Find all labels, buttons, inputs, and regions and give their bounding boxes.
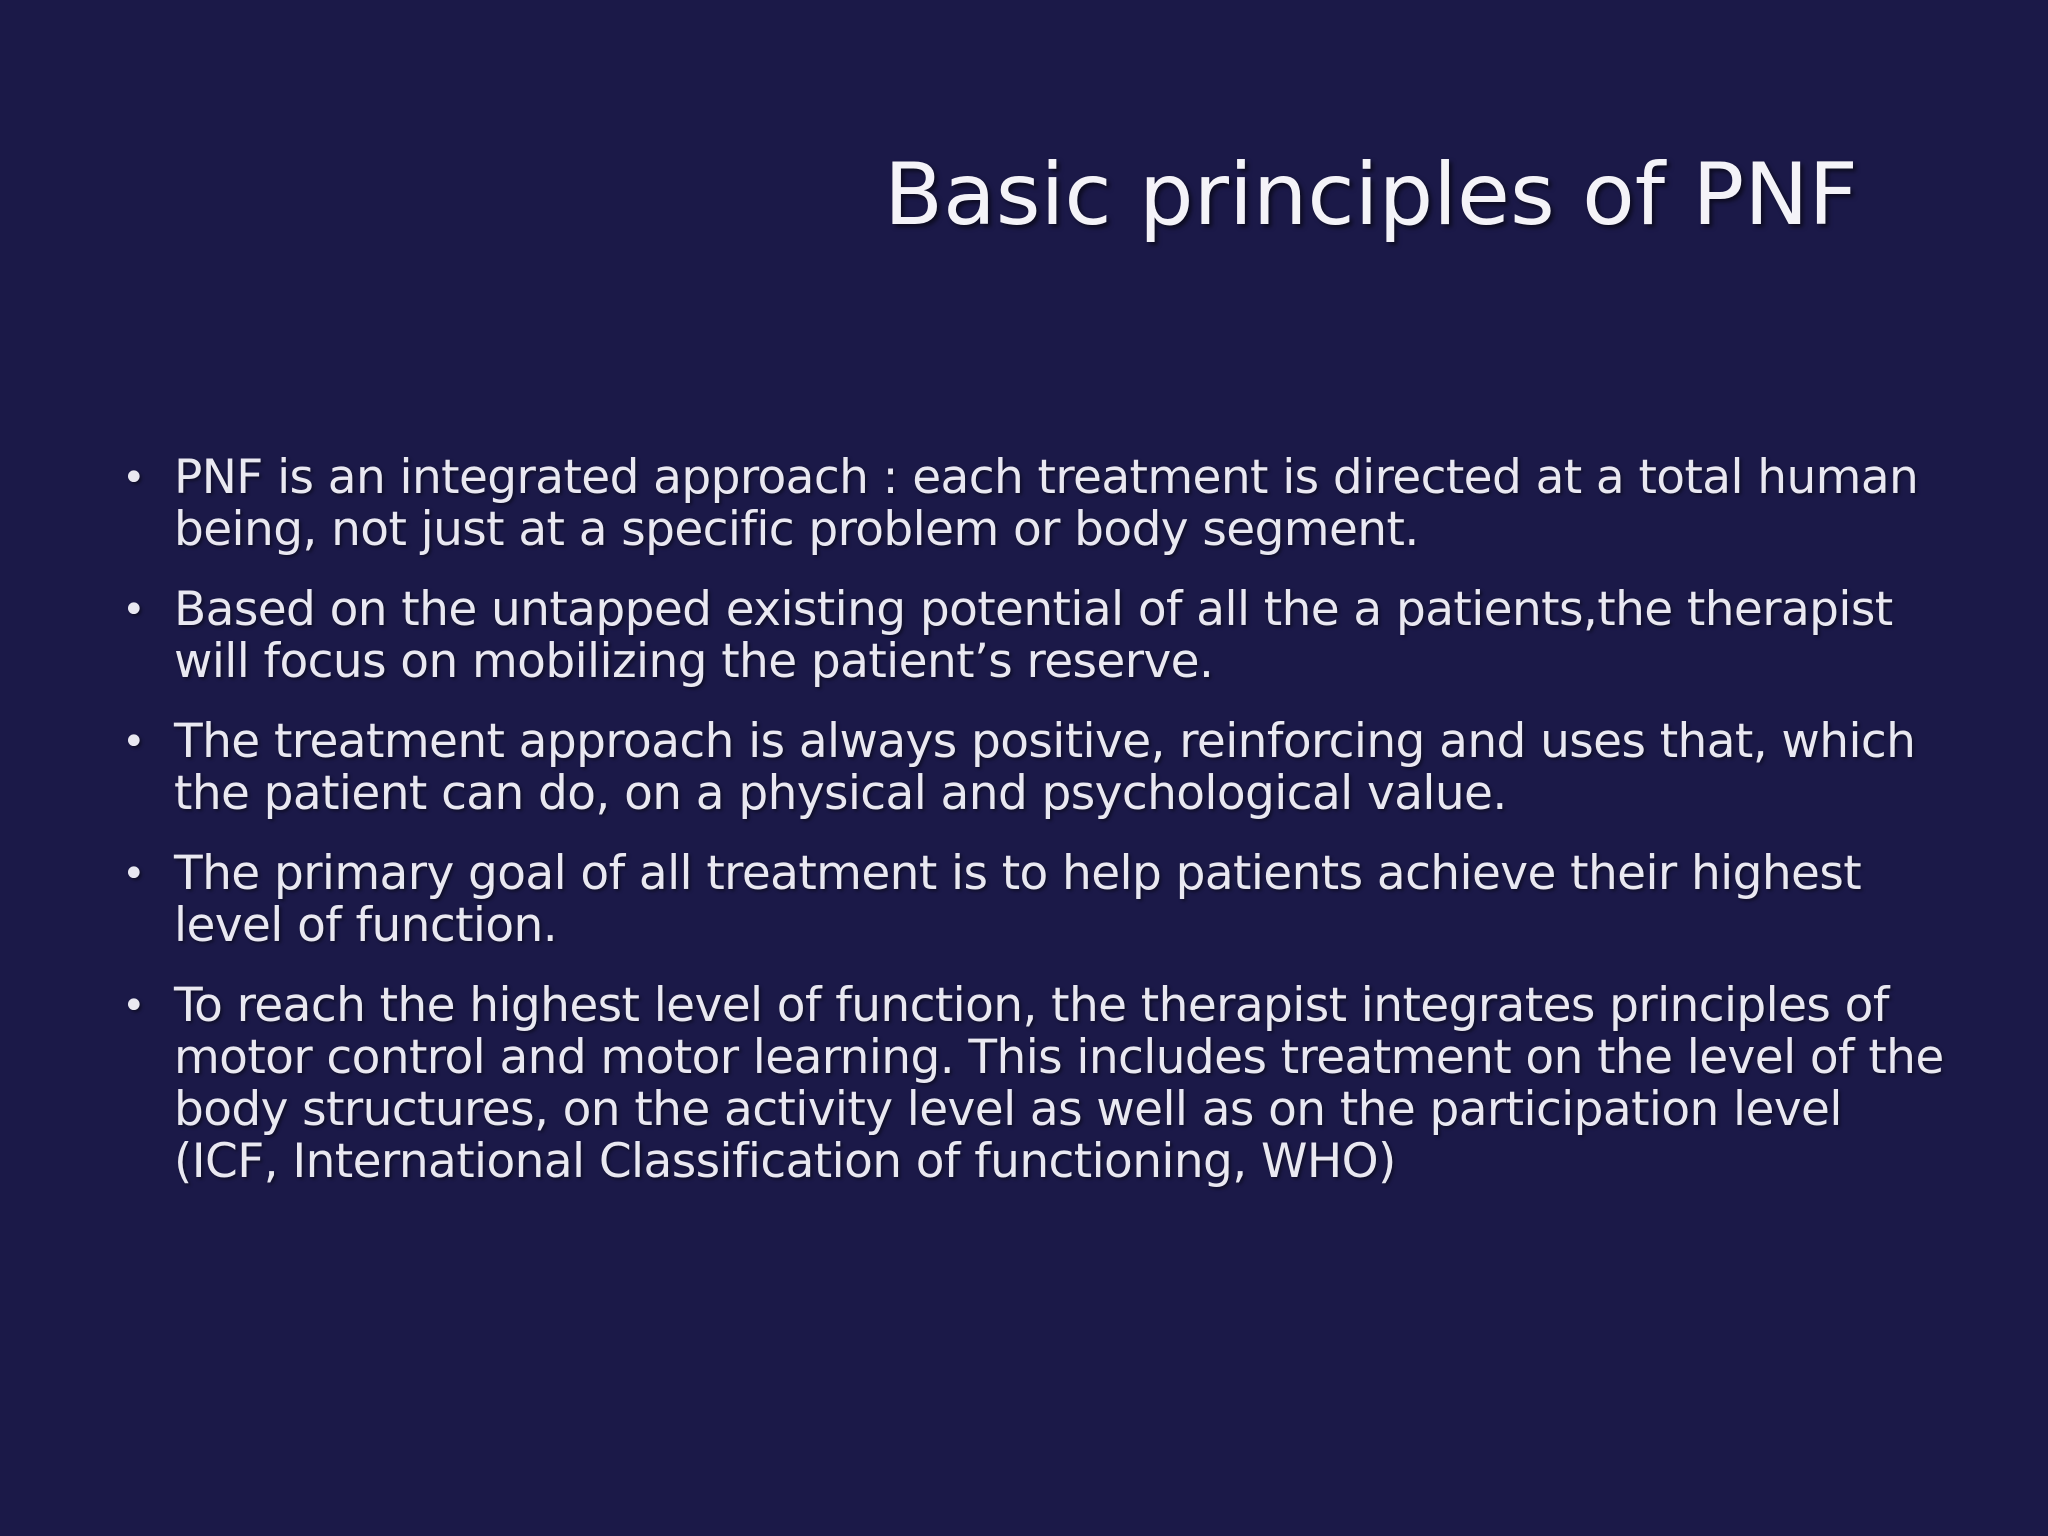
bullet-text: PNF is an integrated approach : each treatment is directed at a total human being, not just at a specific problem or body segment. bbox=[174, 450, 1919, 557]
bullet-dot-icon: • bbox=[122, 851, 145, 897]
bullet-text: Based on the untapped existing potential of all the a patients,the therapist will focus on mobilizing the patient’s reserve. bbox=[174, 582, 1893, 689]
bullet-dot-icon: • bbox=[122, 587, 145, 633]
bullet-dot-icon: • bbox=[122, 455, 145, 501]
bullet-item bbox=[118, 716, 1948, 820]
bullet-item bbox=[118, 848, 1948, 952]
bullet-dot-icon: • bbox=[122, 983, 145, 1029]
bullet-dot-icon: • bbox=[122, 719, 145, 765]
bullet-list bbox=[118, 452, 1948, 1216]
bullet-item bbox=[118, 980, 1948, 1188]
bullet-item bbox=[118, 584, 1948, 688]
bullet-item bbox=[118, 452, 1948, 556]
bullet-text: To reach the highest level of function, the therapist integrates principles of motor control and motor learning. This includes treatment on the level of the body structures, on the activity level as well as on the participation level (ICF, International Classification of functioning, WHO) bbox=[174, 978, 1944, 1189]
bullet-text: The treatment approach is always positive, reinforcing and uses that, which the patient can do, on a physical and psychological value. bbox=[174, 714, 1916, 821]
bullet-text: The primary goal of all treatment is to help patients achieve their highest level of function. bbox=[174, 846, 1862, 953]
slide-title: Basic principles of PNF bbox=[884, 145, 1858, 245]
